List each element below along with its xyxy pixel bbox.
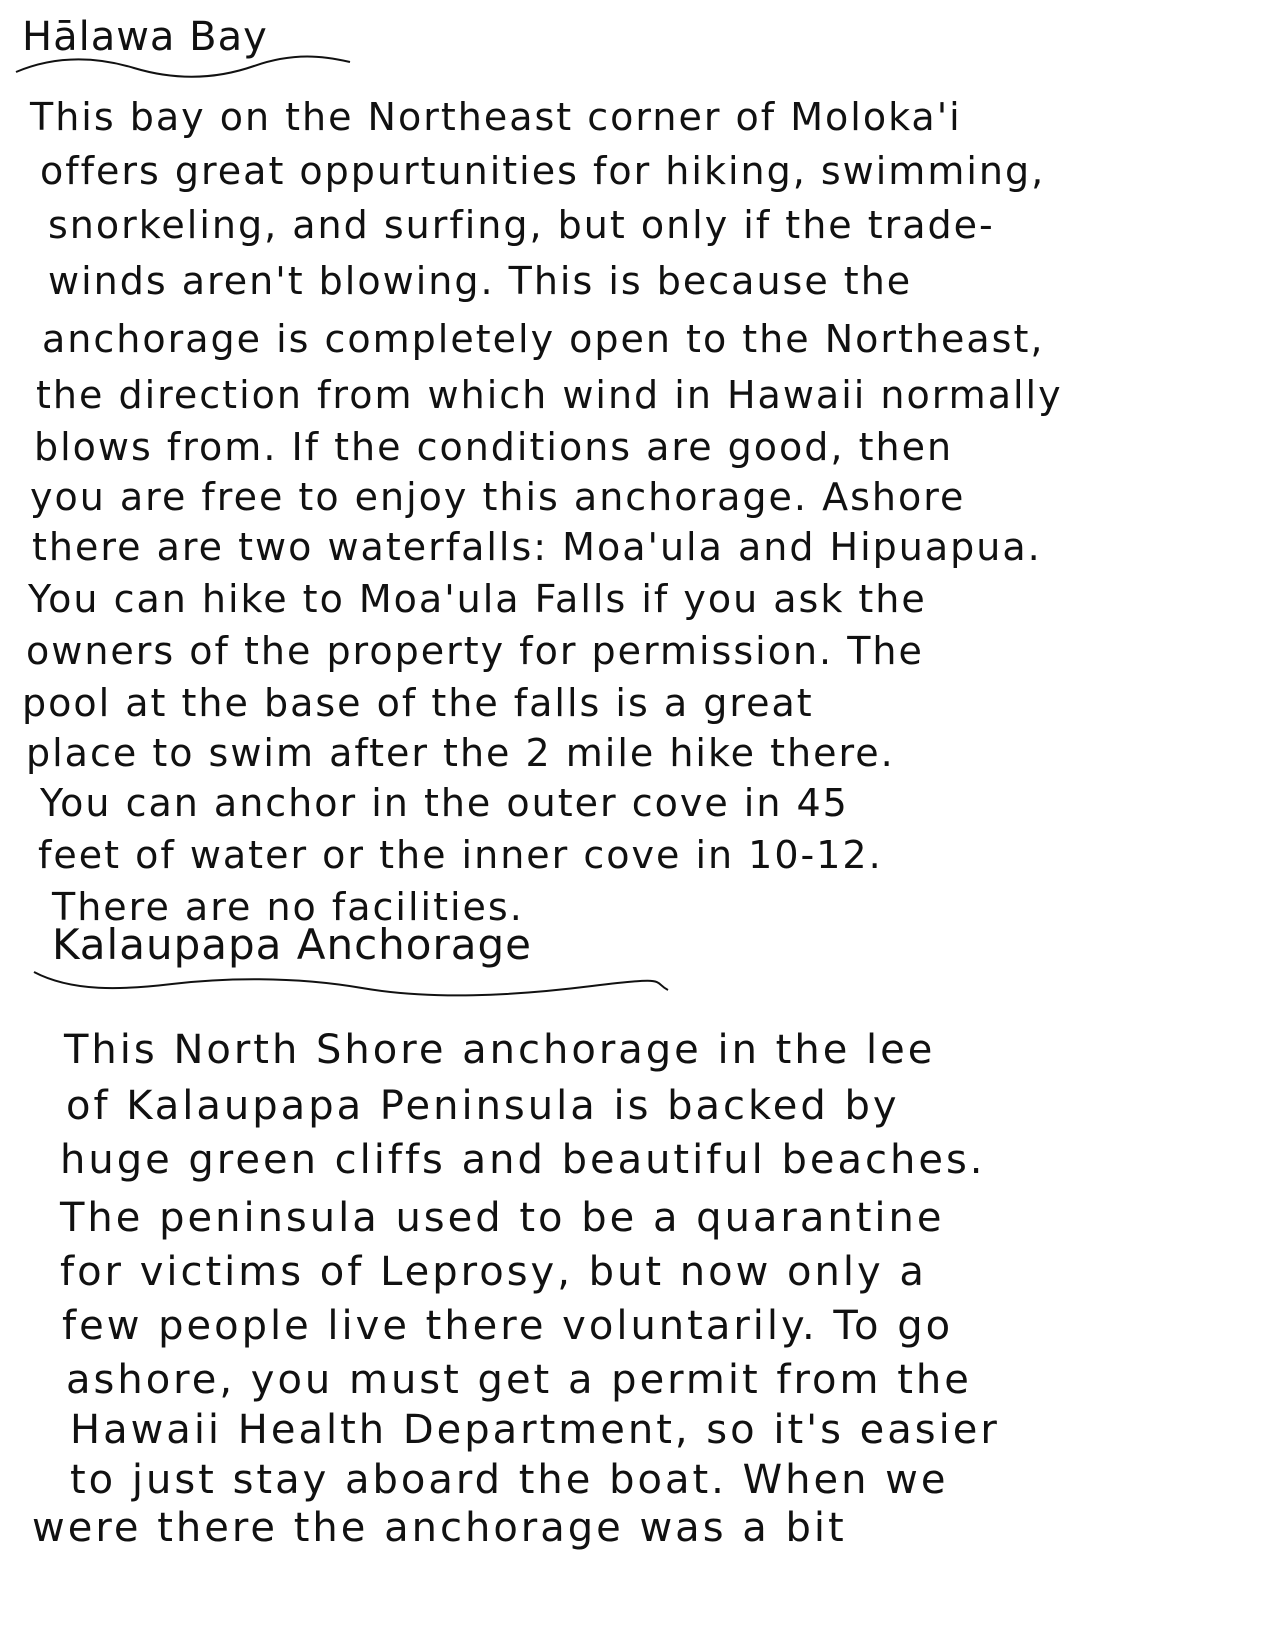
paragraph-line: you are free to enjoy this anchorage. Ashore [30,475,966,519]
paragraph-line: Hawaii Health Department, so it's easier [70,1407,1000,1453]
paragraph-line: for victims of Leprosy, but now only a [60,1249,927,1295]
paragraph-line: winds aren't blowing. This is because the [48,259,913,303]
section-heading: Hālawa Bay [22,14,268,60]
paragraph-line: the direction from which wind in Hawaii normally [36,373,1063,417]
paragraph-line: few people live there voluntarily. To go [62,1303,954,1349]
paragraph-line: feet of water or the inner cove in 10-12. [38,833,883,877]
paragraph-line: were there the anchorage was a bit [32,1505,847,1551]
paragraph-line: offers great oppurtunities for hiking, swimming, [40,149,1046,193]
paragraph-line: snorkeling, and surfing, but only if the trade- [48,203,995,247]
paragraph-line: ashore, you must get a permit from the [66,1357,972,1403]
paragraph-line: owners of the property for permission. The [26,629,924,673]
paragraph-line: of Kalaupapa Peninsula is backed by [66,1083,900,1129]
paragraph-line: This bay on the Northeast corner of Moloka'i [30,95,962,139]
paragraph-line: blows from. If the conditions are good, then [34,425,954,469]
paragraph-line: You can anchor in the outer cove in 45 [40,781,849,825]
paragraph-line: there are two waterfalls: Moa'ula and Hipuapua. [32,525,1042,569]
paragraph-line: There are no facilities. [52,885,524,929]
paragraph-line: huge green cliffs and beautiful beaches. [60,1137,986,1183]
paragraph-line: pool at the base of the falls is a great [22,681,814,725]
heading-underline-squiggle [14,52,354,82]
paragraph-line: This North Shore anchorage in the lee [64,1027,936,1073]
paragraph-line: to just stay aboard the boat. When we [70,1457,949,1503]
paragraph-line: anchorage is completely open to the Northeast, [42,317,1045,361]
heading-underline-squiggle [32,962,672,1002]
paragraph-line: place to swim after the 2 mile hike there. [26,731,895,775]
paragraph-line: The peninsula used to be a quarantine [60,1195,945,1241]
section-heading: Kalaupapa Anchorage [52,920,532,969]
paragraph-line: You can hike to Moa'ula Falls if you ask the [28,577,927,621]
